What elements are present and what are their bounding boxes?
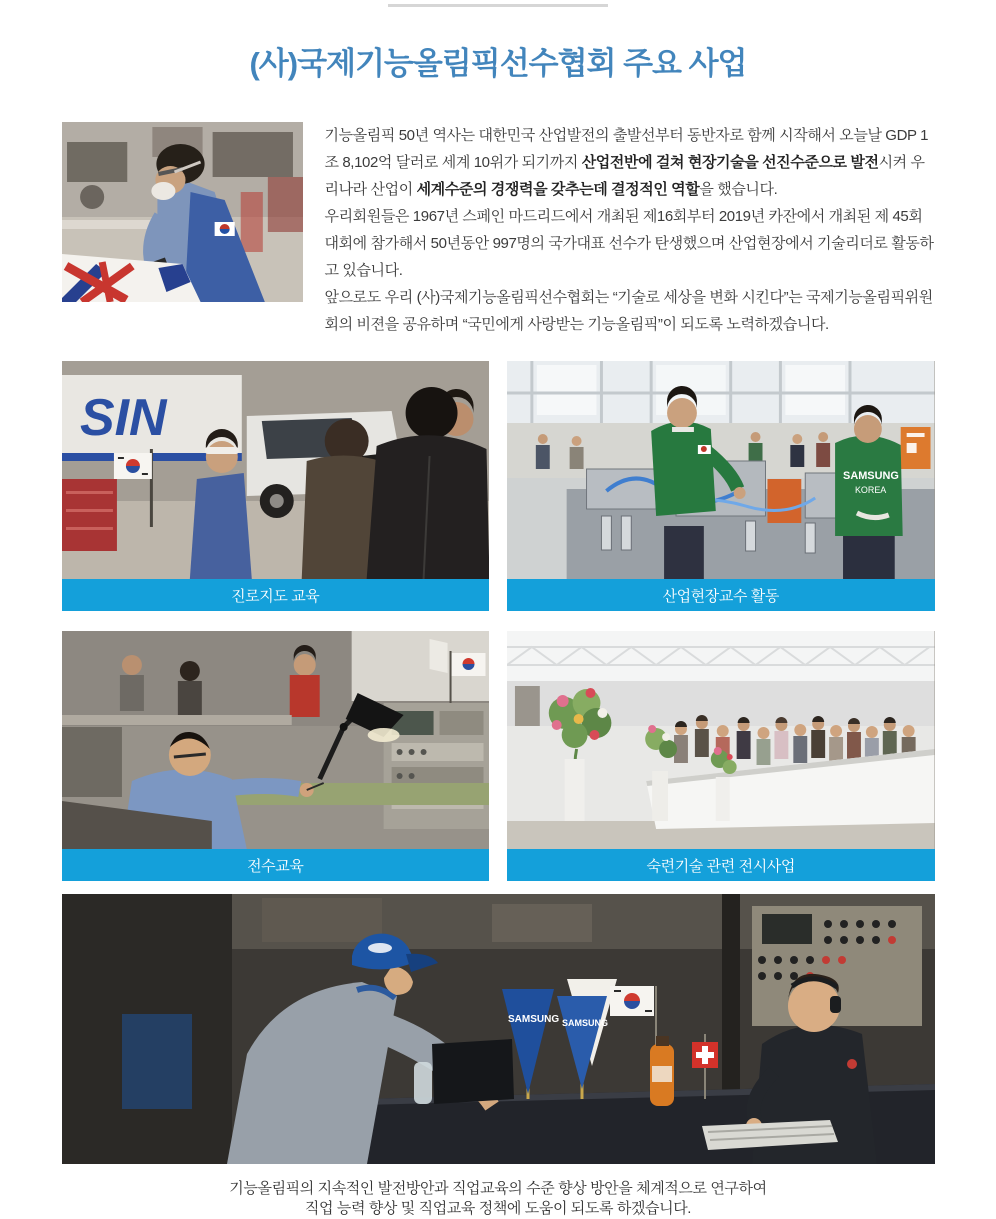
skill-transfer-photo-image	[62, 631, 490, 849]
caption-industry-professor: 산업현장교수 활동	[507, 579, 935, 611]
car-refinishing-worker-photo-image	[62, 122, 303, 302]
gallery-item	[507, 631, 935, 881]
gallery-item	[507, 361, 935, 611]
gallery-item	[62, 631, 490, 881]
skill-transfer-photo	[62, 631, 490, 849]
competition-photo-image	[62, 894, 935, 1164]
footer-text	[62, 1179, 935, 1219]
gallery-item	[62, 361, 490, 611]
industry-professor-photo	[507, 361, 935, 579]
svg-text:SAMSUNG: SAMSUNG	[507, 1014, 559, 1025]
intro-photo	[62, 122, 303, 302]
exhibition-photo	[507, 631, 935, 849]
bottom-photo	[62, 894, 935, 1164]
svg-text:SAMSUNG: SAMSUNG	[843, 469, 899, 483]
footer-line-2: 직업 능력 향상 및 직업교육 정책에 도움이 되도록 하겠습니다.	[304, 1200, 692, 1217]
caption-skill-transfer: 전수교육	[62, 849, 490, 881]
svg-text:SAMSUNG: SAMSUNG	[561, 1018, 608, 1028]
top-divider	[388, 4, 608, 7]
career-guidance-photo	[62, 361, 490, 579]
svg-text:SIN: SIN	[79, 388, 167, 448]
intro-text: 기능올림픽 50년 역사는 대한민국 산업발전의 출발선부터 동반자로 함께 시작해서 오늘날 GDP 1조 8,102억 달러로 세계 10위가 되기까지 산업전반에 걸쳐 현장기술을 선진수준으로 발전시켜 우리나라 산업이 세계수준의 경쟁력을 갖추는데 결정적인 역할을 했습니다. 우리회원들은 1967년 스페인 마드리드에서 개최된 제16회부터 2019년 카잔에서 개최된 제 45회 대회에 참가해서 50년동안 997명의 국가대표 선수가 탄생했으며 산업현장에서 기술리더로 활동하고 있습니다. 앞으로도 우리 (사)국제기능올림픽선수협회는 “기술로 세상을 변화 시킨다”는 국제기능올림픽위원회의 비젼을 공유하며 “국민에게 사랑받는 기능올림픽”이 되도록 노력하겠습니다.	[324, 127, 934, 333]
footer-line-1: 기능올림픽의 지속적인 발전방안과 직업교육의 수준 향상 방안을 체계적으로 연구하여	[229, 1180, 767, 1197]
caption-career-guidance: 진로지도 교육	[62, 579, 490, 611]
exhibition-photo-image	[507, 631, 935, 849]
svg-text:KOREA: KOREA	[854, 484, 887, 496]
content-area	[62, 122, 935, 1219]
career-guidance-photo-image	[62, 361, 490, 579]
caption-exhibition: 숙련기술 관련 전시사업	[507, 849, 935, 881]
industry-professor-photo-image	[507, 361, 935, 579]
page-title: (사)국제기능올림픽선수협회 주요 사업	[249, 46, 747, 81]
gallery-grid	[62, 361, 935, 881]
intro-section	[62, 122, 935, 338]
